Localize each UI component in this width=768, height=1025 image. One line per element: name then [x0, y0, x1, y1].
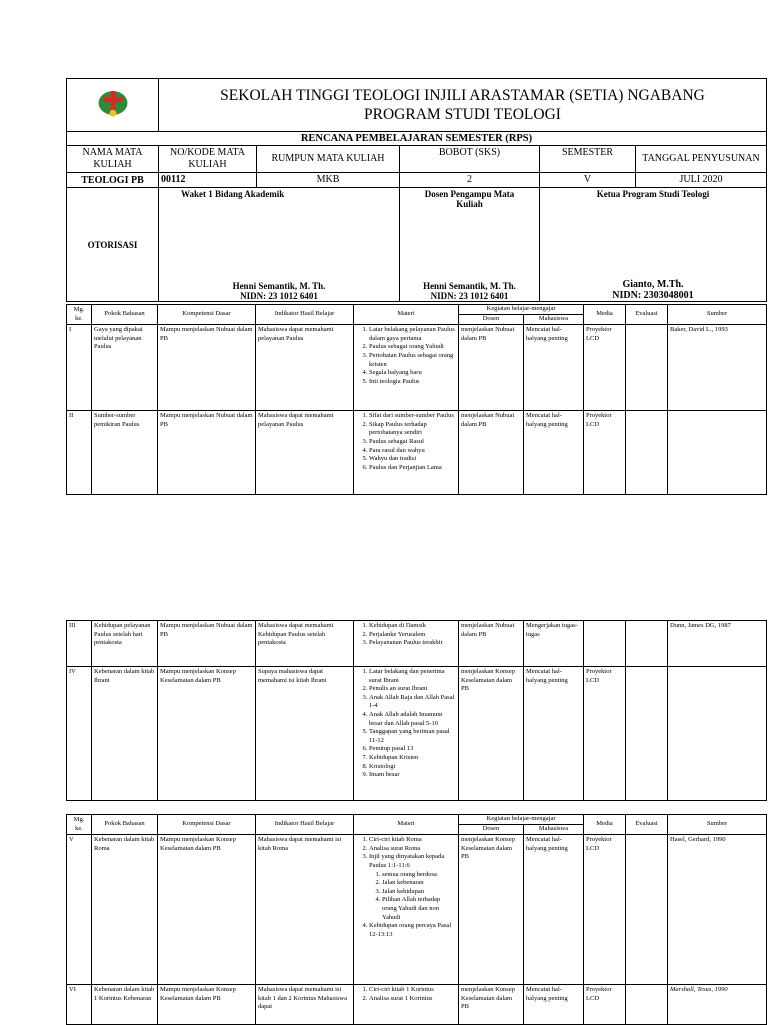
th-kompetensi: Kompetensi Dasar	[158, 305, 256, 325]
list-item: 1. Ciri-ciri kitab Roma	[369, 836, 456, 845]
name-dosen: Henni Semantik, M. Th.	[423, 280, 516, 291]
row-sumber: Dunn, James DG, 1987	[668, 621, 767, 667]
th-materi: Materi	[354, 815, 459, 835]
th-pokok: Pokok Bahasan	[92, 305, 158, 325]
row-mg: II	[67, 411, 92, 495]
col-tanggal: TANGGAL PENYUSUNAN	[636, 146, 767, 173]
th-kegiatan: Kegiatan belajar-mengajar	[459, 815, 584, 825]
row-indikator: Mahasiswa dapat memahami Kehidupan Paulus setelah pentakosta	[256, 621, 354, 667]
list-item: 2. Sikap Paulus terhadap pertobatanya sendiri	[369, 421, 456, 438]
list-item: 2. Penulis an surat Ibrani	[369, 685, 456, 694]
role-waket: Waket 1 Bidang Akademik	[181, 188, 285, 199]
row-materi	[354, 667, 459, 801]
id-kaprodi: NIDN: 2303048001	[612, 289, 694, 301]
col-nama-mk: NAMA MATA KULIAH	[67, 146, 159, 173]
row-materi	[354, 325, 459, 411]
th-materi: Materi	[354, 305, 459, 325]
list-item: 5. Tanggapan yang beriman pasal 11-12	[369, 728, 456, 745]
row-materi	[354, 411, 459, 495]
row-dosen: menjelaskan Nubuat dalam PB	[459, 621, 524, 667]
list-item-text: Injil yang dinyatakan kepada Paulus 1:1-11:6	[369, 853, 445, 869]
row-mg: I	[67, 325, 92, 411]
row-pokok: Kebenaran dalam kitab Roma	[92, 835, 158, 985]
row-dosen: menjelaskan Konsep Keselamatan dalam PB	[459, 835, 524, 985]
row-media: Proyektor LCD	[584, 325, 626, 411]
name-waket: Henni Semantik, M. Th.	[232, 280, 326, 291]
table-row	[67, 835, 767, 985]
row-pokok: Sumber-sumber pemikiran Paulus	[92, 411, 158, 495]
list-item: 9. Imam besar	[369, 771, 456, 780]
list-item: 3. Paulus sebagai Rasul	[369, 438, 456, 447]
row-mahasiswa: Mencatat hal-halyang penting	[524, 835, 584, 985]
rps-table-3	[66, 814, 767, 1025]
list-item: 1. Kehidupan di Damsik	[369, 622, 456, 631]
row-evaluasi	[626, 835, 668, 985]
list-item: 1. Sifat dari sumber-sumber Paulus	[369, 412, 456, 421]
row-media: Proyektor LCD	[584, 835, 626, 985]
school-line1: SEKOLAH TINGGI TEOLOGI INJILI ARASTAMAR (SETIA) NGABANG	[220, 87, 705, 104]
row-materi	[354, 835, 459, 985]
row-mg: V	[67, 835, 92, 985]
th-kegiatan: Kegiatan belajar-mengajar	[459, 305, 584, 315]
row-kompetensi: Mampu menjelaskan Nubuat dalam PB	[158, 325, 256, 411]
sig-dosen	[400, 188, 540, 302]
row-indikator: Mahasiswa dapat memahami isi kitab 1 dan 2 Korintus Mahasiswa dapat	[256, 985, 354, 1025]
th-pokok: Pokok Bahasan	[92, 815, 158, 835]
th-mahasiswa: Mahasiswa	[524, 825, 584, 835]
id-waket: NIDN: 23 1012 6401	[240, 290, 318, 301]
val-semester: V	[540, 173, 636, 188]
row-dosen: menjelaskan Konsep Keselamatan dalam PB	[459, 667, 524, 801]
row-kompetensi: Mampu menjelaskan Nubuat dalam PB	[158, 411, 256, 495]
list-item: 4. Kehidupan orang percaya Pasal 12-13:13	[369, 922, 456, 939]
list-item	[369, 853, 456, 922]
val-kode-mk: 00112	[159, 173, 257, 188]
col-rumpun-mk: RUMPUN MATA KULIAH	[257, 146, 400, 173]
row-mg: VI	[67, 985, 92, 1025]
table-row	[67, 621, 767, 667]
row-sumber: Hasel, Gerhard, 1990	[668, 835, 767, 985]
col-bobot: BOBOT (SKS)	[400, 146, 540, 173]
row-dosen: menjelaskan Nubuat dalam PB	[459, 411, 524, 495]
val-bobot: 2	[400, 173, 540, 188]
list-item: 2. Analisa surat 1 Korintus	[369, 995, 456, 1004]
row-indikator: Mahasiswa dapat memahami isi kitab Roma	[256, 835, 354, 985]
th-evaluasi: Evaluasi	[626, 305, 668, 325]
row-media: Proyektor LCD	[584, 667, 626, 801]
list-item: 3. Anak Allah Raja dan Allah Pasal 1-4	[369, 694, 456, 711]
val-rumpun-mk: MKB	[257, 173, 400, 188]
list-item: 2. Jalan kebenaran	[382, 879, 456, 888]
row-dosen: menjelaskan Nubuat dalam PB	[459, 325, 524, 411]
row-pokok: Kebenaran dalam kitab 1 Korintus Kebenaran	[92, 985, 158, 1025]
th-media: Media	[584, 305, 626, 325]
list-item: 3. Pelayananan Paulus terakhir	[369, 639, 456, 648]
row-media	[584, 621, 626, 667]
val-nama-mk: TEOLOGI PB	[67, 173, 159, 188]
row-dosen: menjelaskan Konsep Keselamatan dalam PB	[459, 985, 524, 1025]
list-item: 7. Kehidupan Kristen	[369, 754, 456, 763]
list-item: 6. Penutup pasal 13	[369, 745, 456, 754]
row-sumber	[668, 667, 767, 801]
logo-cell	[67, 79, 159, 132]
row-kompetensi: Mampu menjelaskan Konsep Keselamatan dalam PB	[158, 835, 256, 985]
row-evaluasi	[626, 985, 668, 1025]
id-dosen: NIDN: 23 1012 6401	[430, 290, 509, 301]
th-sumber: Sumber	[668, 815, 767, 835]
row-sumber: Marshall, Tesus, 1990	[668, 985, 767, 1025]
th-dosen: Dosen	[459, 315, 524, 325]
th-mahasiswa: Mahasiswa	[524, 315, 584, 325]
th-indikator: Indikator Hasil Belajar	[256, 305, 354, 325]
val-tanggal: JULI 2020	[636, 173, 767, 188]
list-item: 3. Jalan kehidupan	[382, 888, 456, 897]
list-item: 2. Perjalanke Yerusalem	[369, 631, 456, 640]
table-row	[67, 325, 767, 411]
row-mg: III	[67, 621, 92, 667]
list-item: 6. Paulus dan Perjanjian Lama	[369, 464, 456, 473]
row-sumber: Baker, David L., 1993	[668, 325, 767, 411]
row-media: Proyektor LCD	[584, 411, 626, 495]
row-kompetensi: Mampu menjelaskan Konsep Keselamatan dalam PB	[158, 667, 256, 801]
row-mg: IV	[67, 667, 92, 801]
table-row	[67, 411, 767, 495]
list-item: 4. Para rasul dan wahyu	[369, 447, 456, 456]
school-line2: PROGRAM STUDI TEOLOGI	[364, 106, 561, 123]
list-item: 8. Kristologi	[369, 763, 456, 772]
row-media: Proyektor LCD	[584, 985, 626, 1025]
col-semester: SEMESTER	[540, 146, 636, 173]
list-item: 1. Latar belakang pelayanan Paulus dalam gaya pertama	[369, 326, 456, 343]
list-item: 5. Wahyu dan tradisi	[369, 455, 456, 464]
sig-kaprodi	[540, 188, 767, 302]
list-item: 1. semua orang berdosa	[382, 871, 456, 880]
row-evaluasi	[626, 325, 668, 411]
row-sumber	[668, 411, 767, 495]
row-evaluasi	[626, 411, 668, 495]
otorisasi-label: OTORISASI	[67, 188, 159, 302]
list-item: 3. Pertobatan Paulus sebagai orang kristen	[369, 352, 456, 369]
school-logo-icon	[96, 86, 130, 120]
th-kompetensi: Kompetensi Dasar	[158, 815, 256, 835]
th-mg: Mg. ke.	[67, 815, 92, 835]
row-evaluasi	[626, 667, 668, 801]
table-row	[67, 985, 767, 1025]
row-pokok: Kehidupan pelayanan Paulus setelah hari pentakosta	[92, 621, 158, 667]
list-item: 2. Analisa surat Roma	[369, 845, 456, 854]
th-dosen: Dosen	[459, 825, 524, 835]
row-evaluasi	[626, 621, 668, 667]
th-indikator: Indikator Hasil Belajar	[256, 815, 354, 835]
row-indikator: Mahasiswa dapat memahami pelayanan Paulus	[256, 411, 354, 495]
list-item: 1. Ciri-ciri kitab 1 Korintus	[369, 986, 456, 995]
role-kaprodi: Ketua Program Studi Teologi	[596, 188, 710, 199]
name-kaprodi: Gianto, M.Th.	[622, 278, 684, 290]
row-mahasiswa: Mencatat hal-halyang penting	[524, 411, 584, 495]
list-item: 4. Anak Allah adalah Imamum besar dan Allah pasal 5-10	[369, 711, 456, 728]
row-mahasiswa: Mencatat hal-halyang penting	[524, 667, 584, 801]
row-kompetensi: Mampu menjelaskan Nubuat dalam PB	[158, 621, 256, 667]
row-mahasiswa: Mencatat hal-halyang penting	[524, 985, 584, 1025]
sig-waket	[159, 188, 400, 302]
row-materi	[354, 621, 459, 667]
th-sumber: Sumber	[668, 305, 767, 325]
row-pokok: Kebenaran dalam kitab Ibrani	[92, 667, 158, 801]
header-table	[66, 78, 767, 302]
list-item: 4. Pilihan Allah terhadap orang Yahudi dan non Yahudi	[382, 896, 456, 922]
row-materi	[354, 985, 459, 1025]
role-dosen: Dosen Pengampu Mata Kuliah	[424, 188, 515, 209]
rps-table-1	[66, 304, 767, 495]
list-item: 4. Segala halyang baru	[369, 369, 456, 378]
th-mg: Mg. ke.	[67, 305, 92, 325]
row-indikator: Supaya mahasiswa dapat memahami isi kitab Ibrani	[256, 667, 354, 801]
row-mahasiswa: Mengerjakan tugas-tugas	[524, 621, 584, 667]
row-kompetensi: Mampu menjelaskan Konsep Keselamatan dalam PB	[158, 985, 256, 1025]
row-indikator: Mahasiswa dapat memahami pelayanan Paulus	[256, 325, 354, 411]
school-name	[159, 79, 767, 132]
table-row	[67, 667, 767, 801]
col-kode-mk: NO/KODE MATA KULIAH	[159, 146, 257, 173]
th-media: Media	[584, 815, 626, 835]
list-item: 2. Paulus sebagai orang Yahudi	[369, 343, 456, 352]
th-evaluasi: Evaluasi	[626, 815, 668, 835]
rps-title: RENCANA PEMBELAJARAN SEMESTER (RPS)	[67, 132, 767, 146]
list-item: 5. Inti teologia Paulus	[369, 378, 456, 387]
list-item: 1. Latar belakang dan penerima surat Ibrani	[369, 668, 456, 685]
row-pokok: Gaya yang dipakai melalui pelayanan Paulus	[92, 325, 158, 411]
rps-table-2	[66, 620, 767, 801]
row-mahasiswa: Mencatat hal-halyang penting	[524, 325, 584, 411]
